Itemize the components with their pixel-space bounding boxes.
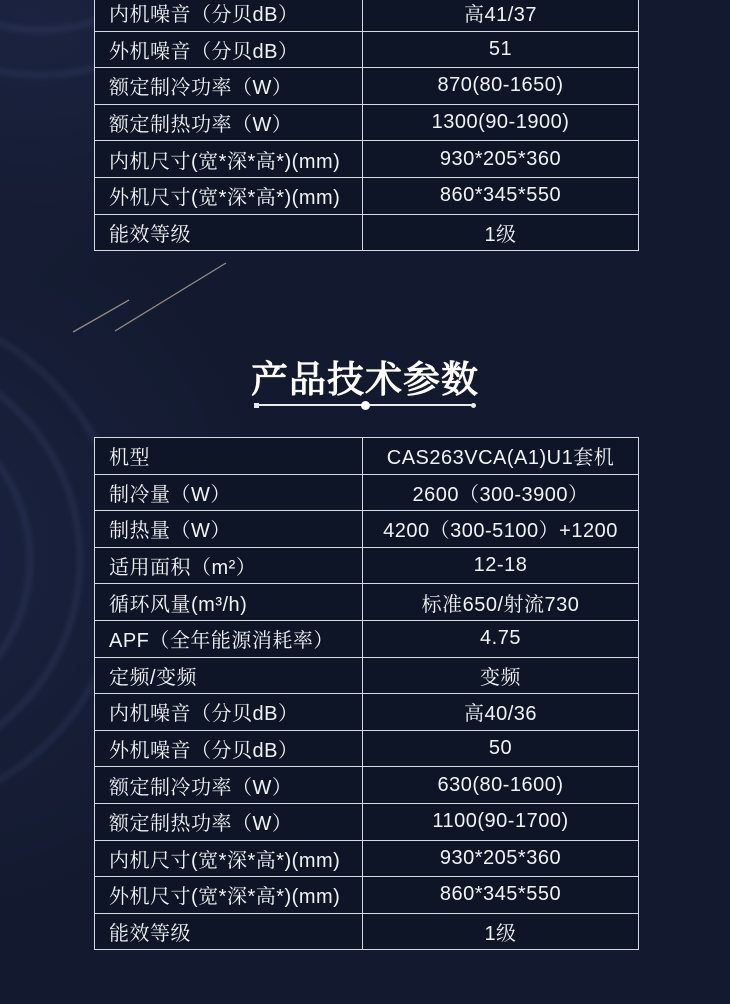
spec-value: 标准650/射流730 — [421, 593, 580, 616]
spec-label: 外机噪音（分贝dB） — [95, 731, 363, 767]
spec-label: 内机尺寸(宽*深*高*)(mm) — [95, 141, 363, 177]
spec-value: 51 — [488, 37, 513, 60]
spec-label: 外机噪音（分贝dB） — [95, 32, 363, 68]
decor-diagonal-lines — [73, 263, 226, 332]
table-row — [95, 657, 638, 694]
spec-label: 内机尺寸(宽*深*高*)(mm) — [95, 841, 363, 877]
spec-value: 50 — [488, 737, 513, 760]
spec-label: 额定制冷功率（W） — [95, 68, 363, 104]
underline-right-cap — [471, 403, 476, 408]
spec-value: 高40/36 — [463, 703, 538, 726]
spec-value: CAS263VCA(A1)U1套机 — [386, 447, 615, 470]
spec-value: 高41/37 — [463, 4, 538, 27]
spec-value: 630(80-1600) — [437, 773, 564, 796]
table-row — [95, 620, 638, 657]
table-row — [95, 583, 638, 620]
table-row — [95, 104, 638, 141]
spec-table-top — [94, 0, 639, 251]
spec-value: 4200（300-5100）+1200 — [383, 520, 618, 543]
spec-value: 860*345*550 — [439, 184, 562, 207]
spec-value: 1300(90-1900) — [431, 111, 570, 134]
spec-label: 额定制热功率（W） — [95, 105, 363, 141]
table-row — [95, 803, 638, 840]
section-title: 产品技术参数 — [251, 359, 479, 400]
spec-label: 额定制热功率（W） — [95, 804, 363, 840]
spec-label: 机型 — [95, 438, 363, 474]
table-row — [95, 474, 638, 511]
underline-center-dot — [361, 401, 370, 410]
table-row — [95, 876, 638, 913]
spec-label: 额定制冷功率（W） — [95, 767, 363, 803]
spec-label: 适用面积（m²） — [95, 548, 363, 584]
spec-value: 930*205*360 — [439, 846, 562, 869]
spec-label: 内机噪音（分贝dB） — [95, 694, 363, 730]
decor-ring — [0, 350, 80, 770]
spec-label: 能效等级 — [95, 215, 363, 251]
spec-label: 外机尺寸(宽*深*高*)(mm) — [95, 877, 363, 913]
spec-label: 制热量（W） — [95, 511, 363, 547]
table-row — [95, 730, 638, 767]
table-row — [95, 140, 638, 177]
spec-value: 4.75 — [480, 627, 521, 650]
table-row — [95, 177, 638, 214]
spec-value: 870(80-1650) — [437, 74, 564, 97]
spec-value: 12-18 — [473, 554, 528, 577]
table-row — [95, 214, 638, 251]
table-row — [95, 766, 638, 803]
table-row — [95, 31, 638, 68]
spec-label: APF（全年能源消耗率） — [95, 621, 363, 657]
spec-label: 定频/变频 — [95, 658, 363, 694]
spec-label: 内机噪音（分贝dB） — [95, 0, 363, 31]
spec-table-main — [94, 437, 639, 950]
spec-label: 制冷量（W） — [95, 475, 363, 511]
spec-label: 外机尺寸(宽*深*高*)(mm) — [95, 178, 363, 214]
spec-value: 1级 — [484, 923, 517, 946]
spec-label: 循环风量(m³/h) — [95, 584, 363, 620]
table-row — [95, 913, 638, 950]
table-row — [95, 547, 638, 584]
spec-value: 1100(90-1700) — [432, 810, 569, 833]
table-row — [95, 693, 638, 730]
spec-value: 860*345*550 — [439, 883, 562, 906]
spec-value: 2600（300-3900） — [412, 483, 589, 506]
table-row — [95, 0, 638, 31]
table-row — [95, 510, 638, 547]
table-row — [95, 840, 638, 877]
diagonal-line-long — [115, 263, 226, 331]
title-underline — [256, 404, 474, 406]
spec-value: 930*205*360 — [439, 147, 562, 170]
spec-label: 能效等级 — [95, 914, 363, 950]
decor-ring — [0, 400, 30, 720]
underline-left-cap — [254, 403, 259, 408]
spec-value: 1级 — [484, 223, 517, 246]
table-row — [95, 67, 638, 104]
spec-value: 变频 — [480, 666, 521, 689]
table-row — [95, 438, 638, 474]
